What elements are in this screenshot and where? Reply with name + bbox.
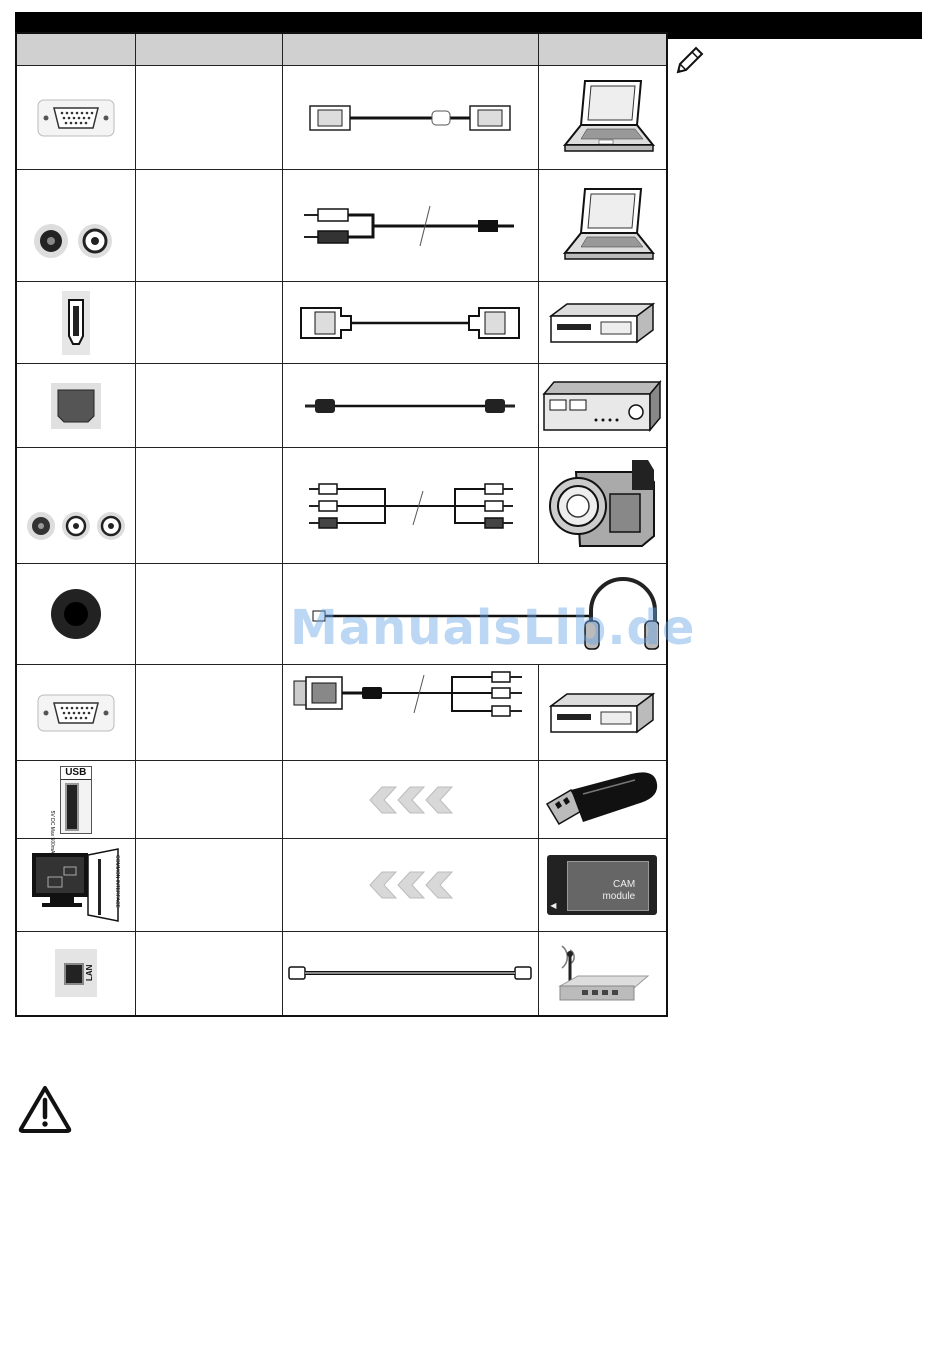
usb-rating-label: 5V DC Max 500mA [48,810,55,853]
table-row [16,282,667,364]
lan-port-icon [16,932,135,1016]
usb-stick-icon [538,761,667,839]
ci-slot-icon [16,839,135,932]
usb-port-icon [16,761,135,853]
optical-cable-icon [282,364,538,448]
headphone-jack-icon [16,564,135,665]
laptop-icon [538,66,667,170]
header-type [135,33,282,66]
cam-module-icon: CAM module ◀ [538,839,667,932]
ethernet-cable-icon [282,932,538,1016]
table-header-row [16,33,667,66]
table-row [16,761,667,839]
camcorder-icon [538,448,667,564]
header-cables [282,33,538,66]
watermark: ManualsLib.de [290,600,696,656]
type-cell [135,564,282,665]
type-cell [135,448,282,564]
dvd-player-icon [538,665,667,761]
cam-label: CAM [613,879,636,890]
dvd-player-icon [538,282,667,364]
insert-arrows-icon [282,839,538,932]
av-rca-port-icon [16,448,135,564]
table-row [16,448,667,564]
table-row [16,66,667,170]
laptop-icon [538,170,667,282]
hdmi-port-icon [16,282,135,364]
type-cell [135,932,282,1016]
table-row [16,170,667,282]
pencil-note-icon [672,44,706,78]
connection-table [15,32,668,1017]
header-device [538,33,667,66]
table-row [16,932,667,1016]
table-row [16,839,667,932]
vga-to-component-cable-icon [282,665,538,761]
hdmi-cable-icon [282,282,538,364]
type-cell [135,839,282,932]
vga-cable-icon [282,66,538,170]
usb-label: USB [61,767,91,780]
insert-arrows-icon [282,761,538,839]
table-row [16,665,667,761]
router-icon [538,932,667,1016]
type-cell [135,170,282,282]
type-cell [135,282,282,364]
table-row [16,364,667,448]
vga-port-icon [16,665,135,761]
av-cable-icon [282,448,538,564]
amplifier-icon [538,364,667,448]
type-cell [135,665,282,761]
rca-audio-port-icon [16,170,135,282]
optical-port-icon [16,364,135,448]
lan-label: LAN [84,964,94,982]
type-cell [135,66,282,170]
vga-port-icon [16,66,135,170]
header-connector [16,33,135,66]
ci-label: COMMON INTERFACE [113,855,120,908]
rca-to-jack-cable-icon [282,170,538,282]
warning-triangle-icon [18,1084,72,1134]
module-label: module [602,891,636,902]
type-cell [135,364,282,448]
type-cell [135,761,282,839]
